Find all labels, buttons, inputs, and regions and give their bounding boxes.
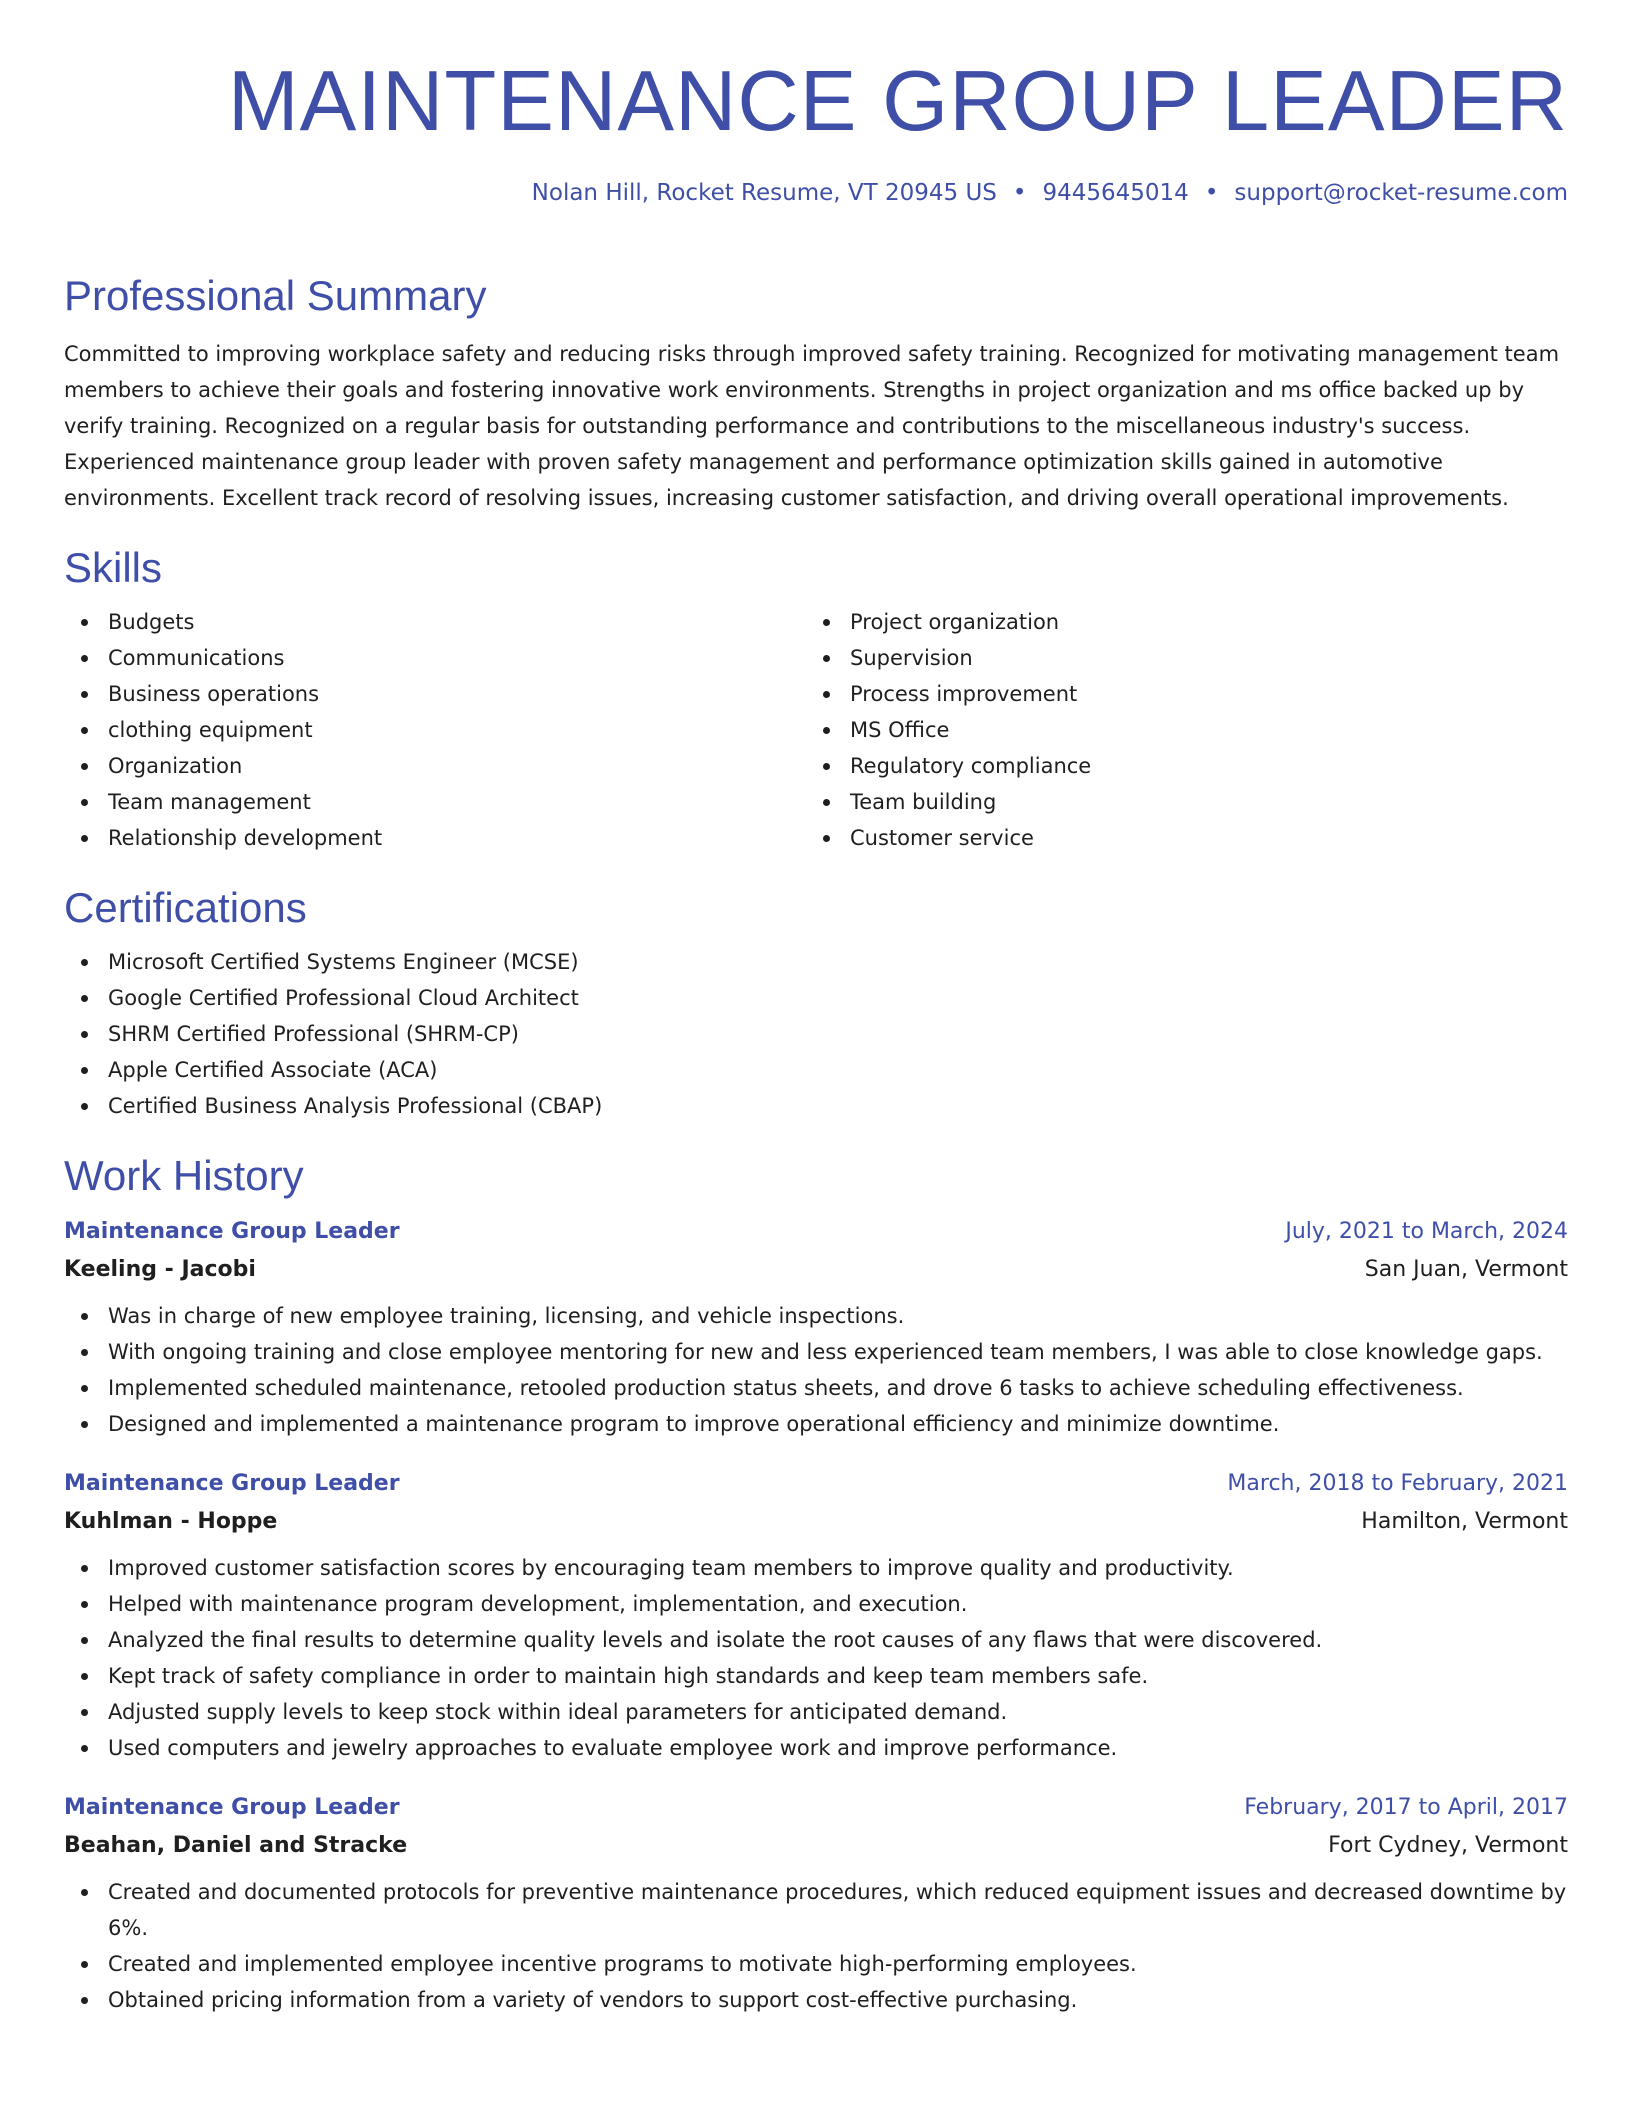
certifications-heading: Certifications (64, 884, 307, 931)
skill-item: Customer service (806, 820, 1548, 856)
job-location: Fort Cydney, Vermont (1328, 1833, 1568, 1858)
job-company-row (64, 1826, 1568, 1866)
job-title-row (64, 1466, 1568, 1502)
job-bullet: Was in charge of new employee training, licensing, and vehicle inspections. (64, 1298, 1568, 1334)
job-entry (64, 1790, 1568, 2018)
certification-item: SHRM Certified Professional (SHRM-CP) (64, 1016, 1568, 1052)
skills-list-right (806, 604, 1548, 856)
skill-item: Relationship development (64, 820, 806, 856)
contact-address: Nolan Hill, Rocket Resume, VT 20945 US (531, 180, 997, 206)
skill-item: Process improvement (806, 676, 1548, 712)
skill-item: clothing equipment (64, 712, 806, 748)
skill-item: Communications (64, 640, 806, 676)
job-entry (64, 1214, 1568, 1442)
job-company: Kuhlman - Hoppe (64, 1509, 278, 1534)
job-dates: March, 2018 to February, 2021 (1227, 1471, 1568, 1496)
certification-item: Certified Business Analysis Professional (CBAP) (64, 1088, 1568, 1124)
job-bullet: Created and implemented employee incentive programs to motivate high-performing employees. (64, 1946, 1568, 1982)
job-company: Keeling - Jacobi (64, 1257, 256, 1282)
job-bullet: Implemented scheduled maintenance, retooled production status sheets, and drove 6 tasks to achieve scheduling effectiveness. (64, 1370, 1568, 1406)
job-bullet: Designed and implemented a maintenance program to improve operational efficiency and minimize downtime. (64, 1406, 1568, 1442)
certification-item: Apple Certified Associate (ACA) (64, 1052, 1568, 1088)
job-dates: February, 2017 to April, 2017 (1244, 1795, 1568, 1820)
summary-text: Committed to improving workplace safety and reducing risks through improved safety training. Recognized for motivating management team members to achieve their goals and fostering innovative work environments. Strengths in project organization and ms office backed up by verify training. Recognized on a regular basis for outstanding performance and contributions to the miscellaneous industry's success. Experienced maintenance group leader with proven safety management and performance optimization skills gained in automotive environments. Excellent track record of resolving issues, increasing customer satisfaction, and driving overall operational improvements. (64, 342, 1560, 510)
resume-title: MAINTENANCE GROUP LEADER (227, 54, 1568, 149)
contact-separator: • (1012, 180, 1027, 206)
skill-item: Team management (64, 784, 806, 820)
job-bullet: Analyzed the final results to determine quality levels and isolate the root causes of any flaws that were discovered. (64, 1622, 1568, 1658)
job-company-row (64, 1502, 1568, 1542)
contact-separator: • (1204, 180, 1219, 206)
work-history-heading: Work History (64, 1152, 304, 1199)
skill-item: Team building (806, 784, 1548, 820)
certification-item: Google Certified Professional Cloud Architect (64, 980, 1568, 1016)
job-bullet: Kept track of safety compliance in order to maintain high standards and keep team members safe. (64, 1658, 1568, 1694)
skill-item: Budgets (64, 604, 806, 640)
job-dates: July, 2021 to March, 2024 (1285, 1219, 1568, 1244)
job-bullet: Improved customer satisfaction scores by encouraging team members to improve quality and productivity. (64, 1550, 1568, 1586)
skills-section (64, 542, 1568, 856)
skills-grid (64, 604, 1568, 856)
job-bullets (64, 1298, 1568, 1442)
summary-heading: Professional Summary (64, 272, 487, 319)
job-bullet: Created and documented protocols for preventive maintenance procedures, which reduced equipment issues and decreased downtime by 6%. (64, 1874, 1568, 1946)
job-location: Hamilton, Vermont (1361, 1509, 1568, 1534)
contact-line (64, 178, 1568, 208)
job-bullet: Adjusted supply levels to keep stock within ideal parameters for anticipated demand. (64, 1694, 1568, 1730)
contact-phone: 9445645014 (1042, 180, 1189, 206)
skills-list-left (64, 604, 806, 856)
job-title: Maintenance Group Leader (64, 1795, 400, 1820)
job-bullets (64, 1874, 1568, 2018)
certification-item: Microsoft Certified Systems Engineer (MCSE) (64, 944, 1568, 980)
job-bullet: Used computers and jewelry approaches to evaluate employee work and improve performance. (64, 1730, 1568, 1766)
job-title: Maintenance Group Leader (64, 1471, 400, 1496)
job-company: Beahan, Daniel and Stracke (64, 1833, 408, 1858)
job-entry (64, 1466, 1568, 1766)
skill-item: Organization (64, 748, 806, 784)
skill-item: Regulatory compliance (806, 748, 1548, 784)
job-bullet: With ongoing training and close employee mentoring for new and less experienced team members, I was able to close knowledge gaps. (64, 1334, 1568, 1370)
job-title-row (64, 1214, 1568, 1250)
job-location: San Juan, Vermont (1364, 1257, 1568, 1282)
job-bullet: Helped with maintenance program development, implementation, and execution. (64, 1586, 1568, 1622)
skills-heading: Skills (64, 544, 163, 591)
work-history-section (64, 1150, 1568, 2018)
summary-section (64, 270, 1568, 516)
skill-item: Project organization (806, 604, 1548, 640)
certifications-list (64, 944, 1568, 1124)
job-title: Maintenance Group Leader (64, 1219, 400, 1244)
skill-item: Business operations (64, 676, 806, 712)
contact-email[interactable]: support@rocket-resume.com (1234, 180, 1568, 206)
job-bullets (64, 1550, 1568, 1766)
skill-item: MS Office (806, 712, 1548, 748)
resume-header (64, 0, 1568, 208)
job-bullet: Obtained pricing information from a variety of vendors to support cost-effective purchasing. (64, 1982, 1568, 2018)
job-company-row (64, 1250, 1568, 1290)
certifications-section (64, 882, 1568, 1124)
job-title-row (64, 1790, 1568, 1826)
skill-item: Supervision (806, 640, 1548, 676)
